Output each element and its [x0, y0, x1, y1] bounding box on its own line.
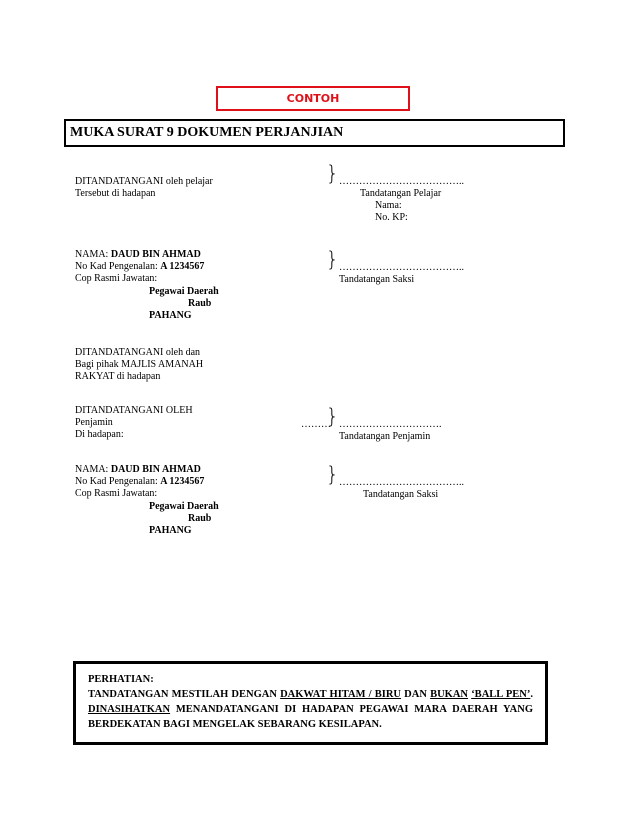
student-signature-line: ……………………………….. — [339, 176, 464, 187]
witness2-signature-label: Tandatangan Saksi — [363, 489, 439, 500]
guarantor-signature-line: …………………………. — [339, 419, 442, 430]
student-ic-label: No. KP: — [375, 212, 408, 223]
student-signature-label: Tandatangan Pelajar — [360, 188, 442, 199]
student-name-label: Nama: — [375, 200, 402, 211]
guarantor-line-3: Di hadapan: — [75, 429, 124, 440]
witness1-position-3: PAHANG — [149, 310, 192, 321]
witness1-cop: Cop Rasmi Jawatan: — [75, 273, 158, 284]
student-line-2: Tersebut di hadapan — [75, 188, 156, 199]
witness2-signature-line: ……………………………….. — [339, 477, 464, 488]
witness2-position-3: PAHANG — [149, 525, 192, 536]
brace-icon: } — [326, 161, 339, 185]
brace-icon: } — [326, 247, 339, 271]
witness1-name: NAMA: DAUD BIN AHMAD — [75, 249, 201, 260]
page-title: MUKA SURAT 9 DOKUMEN PERJANJIAN — [64, 119, 565, 147]
brace-icon: } — [326, 404, 339, 428]
witness2-position-1: Pegawai Daerah — [149, 501, 219, 512]
witness1-position-2: Raub — [188, 298, 212, 309]
notice-box — [73, 661, 548, 745]
mara-line-3: RAKYAT di hadapan — [75, 371, 161, 382]
witness1-signature-line: ……………………………….. — [339, 262, 464, 273]
witness2-name: NAMA: DAUD BIN AHMAD — [75, 464, 201, 475]
student-line-1: DITANDATANGANI oleh pelajar — [75, 176, 213, 187]
witness1-position-1: Pegawai Daerah — [149, 286, 219, 297]
witness2-cop: Cop Rasmi Jawatan: — [75, 488, 158, 499]
notice-heading: PERHATIAN: — [88, 674, 154, 685]
mara-line-1: DITANDATANGANI oleh dan — [75, 347, 201, 358]
notice-text: TANDATANGAN MESTILAH DENGAN DAKWAT HITAM / BIRU DAN BUKAN ‘BALL PEN’. DINASIHATKAN MENANDATANGANI DI HADAPAN PEGAWAI MARA DAERAH YANG BERDEKATAN BAGI MENGELAK SEBARANG KESILAPAN. — [88, 689, 533, 730]
witness2-position-2: Raub — [188, 513, 212, 524]
mara-line-2: Bagi pihak MAJLIS AMANAH — [75, 359, 204, 370]
witness1-ic: No Kad Pengenalan: A 1234567 — [75, 261, 205, 272]
guarantor-dots-left: ……… — [301, 419, 331, 430]
witness1-signature-label: Tandatangan Saksi — [339, 274, 415, 285]
guarantor-signature-label: Tandatangan Penjamin — [339, 431, 431, 442]
sample-stamp: CONTOH — [216, 86, 410, 111]
brace-icon: } — [326, 462, 339, 486]
guarantor-line-1: DITANDATANGANI OLEH — [75, 405, 193, 416]
guarantor-line-2: Penjamin — [75, 417, 113, 428]
witness2-ic: No Kad Pengenalan: A 1234567 — [75, 476, 205, 487]
